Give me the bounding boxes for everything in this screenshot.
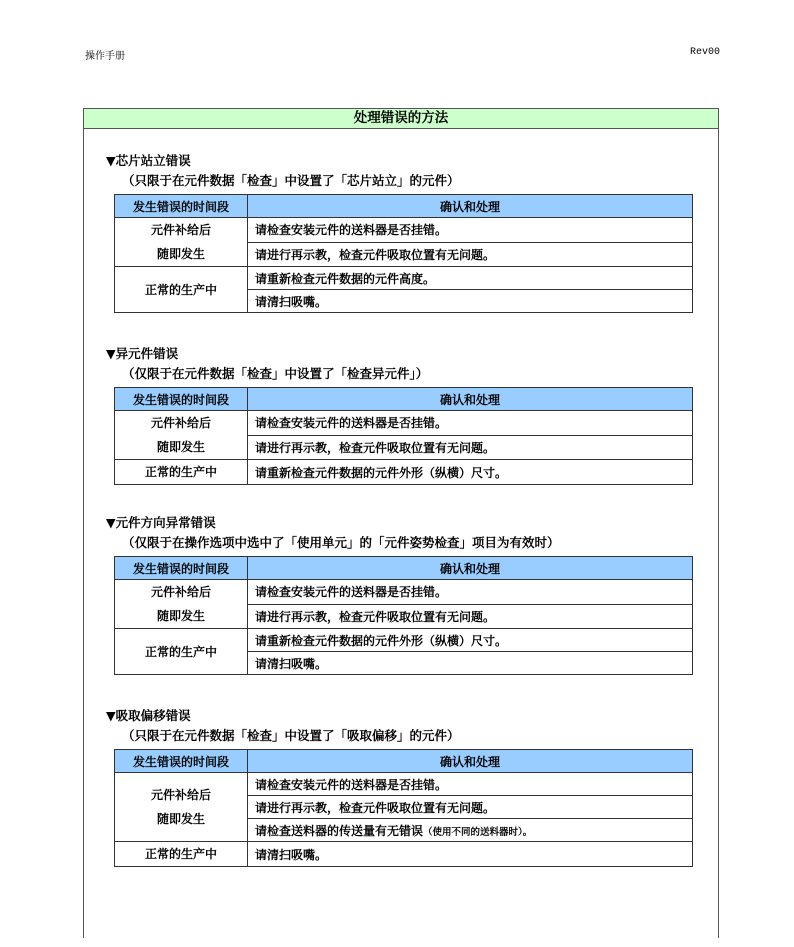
action-cell: 请进行再示教，检查元件吸取位置有无问题。 (248, 604, 693, 629)
timing-cell (115, 842, 248, 867)
table-header-row (115, 195, 693, 218)
header-timing: 发生错误的时间段 (115, 195, 248, 218)
section-note: （只限于在元件数据「检查」中设置了「芯片站立」的元件） (122, 173, 460, 188)
action-cell: 请进行再示教，检查元件吸取位置有无问题。 (248, 242, 693, 267)
timing-cell (115, 411, 248, 460)
table-row (115, 218, 693, 243)
error-table (114, 194, 693, 313)
section-title: ▼吸取偏移错误 (106, 708, 191, 723)
banner-title: 处理错误的方法 (84, 109, 718, 129)
table-row (115, 411, 693, 436)
section-title: ▼异元件错误 (106, 346, 179, 361)
action-cell: 请检查安装元件的送料器是否挂错。 (248, 773, 693, 796)
table-row (115, 460, 693, 485)
header-timing: 发生错误的时间段 (115, 388, 248, 411)
action-cell: 请清扫吸嘴。 (248, 842, 693, 867)
header-action: 确认和处理 (248, 195, 693, 218)
timing-cell (115, 460, 248, 485)
timing-cell (115, 773, 248, 842)
header-timing: 发生错误的时间段 (115, 557, 248, 580)
section-orientation-error (105, 513, 695, 675)
timing-line: 随即发生 (156, 247, 205, 261)
error-table (114, 556, 693, 675)
section-note: （仅限于在元件数据「检查」中设置了「检查异元件」） (122, 366, 429, 381)
table-row (115, 267, 693, 290)
timing-cell (115, 218, 248, 267)
table-row (115, 580, 693, 605)
action-text: 请检查送料器的传送量有无错误 (255, 823, 424, 838)
timing-line: 元件补给后 (150, 788, 211, 802)
timing-line: 元件补给后 (150, 416, 211, 430)
document-header-left: 操作手册 (85, 51, 125, 62)
timing-line: 正常的生产中 (144, 644, 217, 659)
action-cell: 请检查安装元件的送料器是否挂错。 (248, 580, 693, 605)
timing-line: 元件补给后 (150, 223, 211, 237)
header-action: 确认和处理 (248, 388, 693, 411)
action-suffix: （使用不同的送料器时）。 (423, 826, 533, 838)
header-timing: 发生错误的时间段 (115, 750, 248, 773)
table-header-row (115, 557, 693, 580)
section-chip-standing-error (105, 151, 695, 313)
section-pickup-offset-error (105, 706, 695, 867)
table-row (115, 773, 693, 796)
section-wrong-component-error (105, 344, 695, 485)
action-cell: 请重新检查元件数据的元件外形（纵横）尺寸。 (248, 629, 693, 652)
section-title: ▼芯片站立错误 (106, 153, 191, 168)
action-cell: 请重新检查元件数据的元件外形（纵横）尺寸。 (248, 460, 693, 485)
action-cell: 请清扫吸嘴。 (248, 290, 693, 313)
action-cell: 请检查安装元件的送料器是否挂错。 (248, 411, 693, 436)
error-table (114, 749, 693, 867)
table-header-row (115, 750, 693, 773)
action-cell (248, 819, 693, 842)
section-note: （仅限于在操作选项中选中了「使用单元」的「元件姿势检查」项目为有效时） (122, 535, 560, 550)
timing-line: 随即发生 (156, 609, 205, 623)
header-action: 确认和处理 (248, 750, 693, 773)
timing-line: 随即发生 (156, 440, 205, 454)
section-title: ▼元件方向异常错误 (106, 515, 216, 530)
header-action: 确认和处理 (248, 557, 693, 580)
table-header-row (115, 388, 693, 411)
timing-line: 随即发生 (156, 812, 205, 826)
action-cell: 请检查安装元件的送料器是否挂错。 (248, 218, 693, 243)
timing-line: 元件补给后 (150, 585, 211, 599)
action-cell: 请清扫吸嘴。 (248, 652, 693, 675)
action-cell: 请进行再示教，检查元件吸取位置有无问题。 (248, 796, 693, 819)
section-note: （只限于在元件数据「检查」中设置了「吸取偏移」的元件） (122, 728, 460, 743)
timing-line: 正常的生产中 (144, 282, 217, 297)
timing-cell (115, 629, 248, 675)
timing-cell (115, 580, 248, 629)
action-cell: 请进行再示教，检查元件吸取位置有无问题。 (248, 435, 693, 460)
timing-line: 正常的生产中 (144, 465, 217, 479)
table-row (115, 842, 693, 867)
content-frame (83, 108, 719, 938)
document-revision: Rev00 (689, 47, 720, 58)
error-table (114, 387, 693, 485)
timing-line: 正常的生产中 (144, 847, 217, 861)
table-row (115, 629, 693, 652)
action-cell: 请重新检查元件数据的元件高度。 (248, 267, 693, 290)
timing-cell (115, 267, 248, 313)
